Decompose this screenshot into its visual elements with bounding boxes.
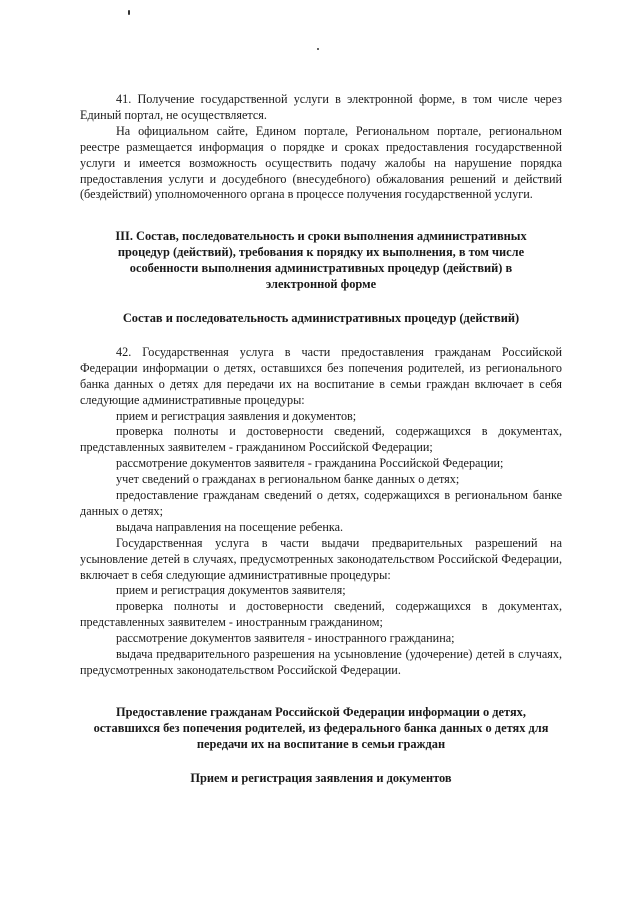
list-item: учет сведений о гражданах в региональном банке данных о детях;	[116, 472, 460, 487]
section-3-heading: III. Состав, последовательность и сроки выполнения административных процедур (действий), требования к порядку их выполнения, в том числе особенности выполнения административных процедур (действий) в электронной форме	[115, 229, 527, 292]
list-item: проверка полноты и достоверности сведений, содержащихся в документах, представленных заявителем - гражданином Российской Федерации;	[80, 424, 562, 455]
federal-bank-heading: Предоставление гражданам Российской Федерации информации о детях, оставшихся без попечения родителей, из федерального банка данных о детях для передачи их на воспитание в семьи граждан	[93, 704, 549, 751]
list-item: выдача предварительного разрешения на усыновление (удочерение) детей в случаях, предусмотренных законодательством Российской Федерации.	[80, 647, 562, 677]
scan-speck	[128, 10, 130, 15]
paragraph-41: 41. Получение государственной услуги в электронной форме, в том числе через Единый портал, не осуществляется.	[80, 92, 562, 122]
document-page	[80, 92, 562, 787]
paragraph-42-adoption: Государственная услуга в части выдачи предварительных разрешений на усыновление детей в случаях, предусмотренных законодательством Российской Федерации, включает в себя следующие административные процедуры:	[80, 535, 562, 582]
list-item: выдача направления на посещение ребенка.	[116, 519, 344, 534]
reception-subheading: Прием и регистрация заявления и документов	[190, 770, 452, 785]
section-3-subheading: Состав и последовательность административных процедур (действий)	[122, 310, 520, 325]
paragraph-42: 42. Государственная услуга в части предоставления гражданам Российской Федерации информации о детях, оставшихся без попечения родителей, из регионального банка данных о детях для передачи их на воспитание в семьи граждан включает в себя следующие административные процедуры:	[80, 344, 562, 407]
list-item: рассмотрение документов заявителя - иностранного гражданина;	[116, 631, 455, 646]
list-item: рассмотрение документов заявителя - гражданина Российской Федерации;	[116, 456, 504, 471]
list-item: прием и регистрация документов заявителя;	[116, 583, 346, 598]
paragraph-41-website: На официальном сайте, Едином портале, Региональном портале, региональном реестре размещается информация о порядке и сроках предоставления государственной услуги и имеется возможность осуществить подачу жалобы на нарушение порядка предоставления услуги и досудебного (внесудебного) обжалования решений и действий (бездействий) уполномоченного органа в процессе получения государственной услуги.	[80, 123, 562, 202]
list-item: проверка полноты и достоверности сведений, содержащихся в документах, представленных заявителем - иностранным гражданином;	[80, 599, 562, 630]
list-item: предоставление гражданам сведений о детях, содержащихся в региональном банке данных о детях;	[80, 488, 562, 518]
list-item: прием и регистрация заявления и документов;	[116, 408, 357, 423]
scan-speck	[317, 48, 319, 50]
